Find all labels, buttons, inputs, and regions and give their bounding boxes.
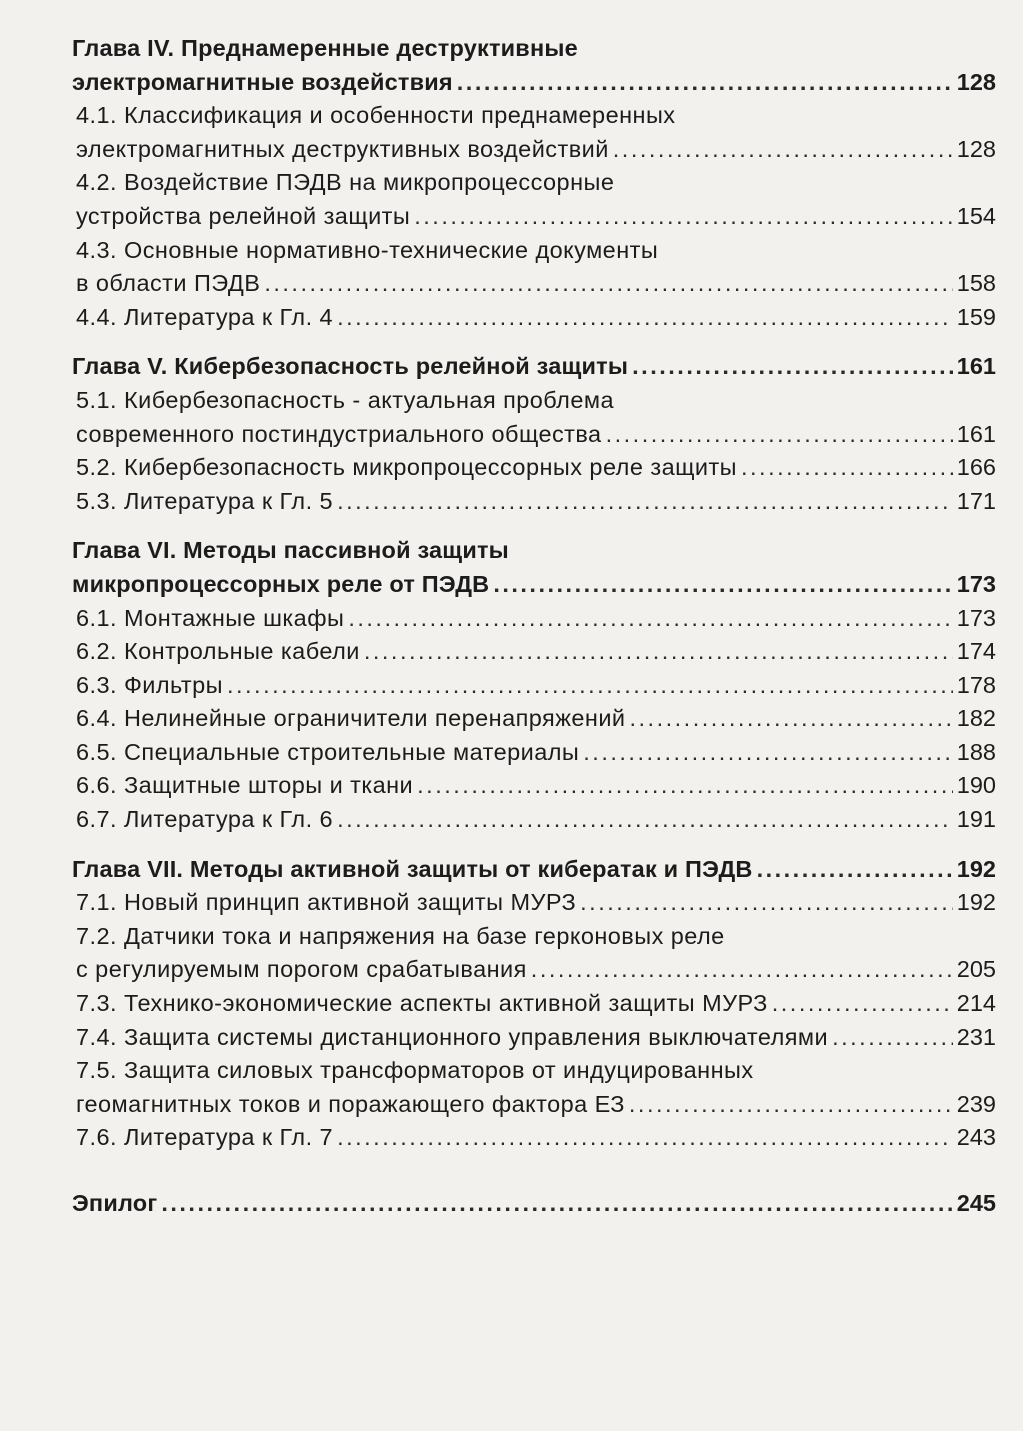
chapter-4-heading [72, 32, 996, 66]
entry-page: 239 [956, 1090, 996, 1117]
dot-leader [613, 133, 953, 167]
chapter-4-title-line1: Глава IV. Преднамеренные деструктивные [72, 35, 578, 61]
entry-page: 154 [956, 202, 996, 229]
entry-page: 190 [956, 772, 996, 799]
entry-title: 5.2. Кибербезопасность микропроцессорных реле защиты [76, 454, 737, 481]
dot-leader [337, 485, 953, 519]
toc-entry-6-4 [72, 702, 996, 736]
entry-title-cont: современного постиндустриального общества [76, 420, 602, 447]
entry-page: 191 [956, 806, 996, 833]
entry-title: 4.1. Классификация и особенности преднамеренных [76, 102, 676, 129]
dot-leader [417, 769, 953, 803]
entry-title: 7.4. Защита системы дистанционного управления выключателями [76, 1023, 829, 1050]
chapter-6-page: 173 [956, 570, 996, 597]
toc-entry-7-5-cont [72, 1088, 996, 1122]
dot-leader [832, 1021, 953, 1055]
entry-title-cont: в области ПЭДВ [76, 270, 261, 297]
dot-leader [493, 568, 952, 602]
entry-page: 171 [956, 487, 996, 514]
toc-entry-6-3 [72, 669, 996, 703]
entry-page: 182 [956, 705, 996, 732]
entry-page: 178 [956, 671, 996, 698]
toc-entry-6-5 [72, 736, 996, 770]
entry-title: 7.6. Литература к Гл. 7 [76, 1124, 334, 1151]
dot-leader [337, 803, 953, 837]
toc-entry-6-2 [72, 635, 996, 669]
chapter-5-heading [72, 350, 996, 384]
chapter-6-heading [72, 534, 996, 568]
dot-leader [161, 1187, 952, 1221]
entry-page: 188 [956, 738, 996, 765]
toc-entry-4-2 [72, 166, 996, 200]
entry-title: 6.4. Нелинейные ограничители перенапряжений [76, 705, 626, 732]
entry-title: 6.1. Монтажные шкафы [76, 604, 345, 631]
toc-entry-5-2 [72, 451, 996, 485]
entry-title: 7.1. Новый принцип активной защиты МУРЗ [76, 889, 577, 916]
toc-entry-7-6 [72, 1121, 996, 1155]
dot-leader [606, 418, 953, 452]
entry-page: 158 [956, 270, 996, 297]
entry-title: 6.3. Фильтры [76, 671, 223, 698]
dot-leader [741, 451, 953, 485]
dot-leader [580, 886, 953, 920]
entry-title-cont: с регулируемым порогом срабатывания [76, 956, 527, 983]
entry-page: 128 [956, 135, 996, 162]
toc-entry-7-2 [72, 920, 996, 954]
dot-leader [632, 350, 953, 384]
dot-leader [337, 1121, 953, 1155]
chapter-5-page: 161 [956, 353, 996, 380]
entry-title: 7.2. Датчики тока и напряжения на базе герконовых реле [76, 922, 725, 949]
entry-title: 7.5. Защита силовых трансформаторов от индуцированных [76, 1057, 754, 1084]
entry-page: 161 [956, 420, 996, 447]
chapter-7-page: 192 [956, 855, 996, 882]
dot-leader [264, 267, 952, 301]
dot-leader [629, 1088, 953, 1122]
entry-page: 243 [956, 1124, 996, 1151]
spacer [72, 334, 996, 350]
toc-entry-7-2-cont [72, 953, 996, 987]
entry-page: 159 [956, 303, 996, 330]
entry-title: 4.3. Основные нормативно-технические документы [76, 236, 659, 263]
toc-entry-4-1 [72, 99, 996, 133]
entry-page: 192 [956, 889, 996, 916]
chapter-6-title-line2: микропроцессорных реле от ПЭДВ [72, 570, 490, 597]
chapter-7-heading [72, 853, 996, 887]
epilogue-page: 245 [956, 1190, 996, 1216]
entry-page: 166 [956, 454, 996, 481]
toc-entry-5-1-cont [72, 418, 996, 452]
dot-leader [364, 635, 953, 669]
dot-leader [531, 953, 953, 987]
chapter-6-heading-cont [72, 568, 996, 602]
dot-leader [583, 736, 953, 770]
spacer [72, 518, 996, 534]
toc-entry-5-3 [72, 485, 996, 519]
entry-title-cont: электромагнитных деструктивных воздействий [76, 135, 609, 162]
chapter-4-title-line2: электромагнитные воздействия [72, 68, 453, 95]
dot-leader [414, 200, 953, 234]
toc-entry-4-3 [72, 234, 996, 268]
entry-title: 6.6. Защитные шторы и ткани [76, 772, 414, 799]
epilogue-heading [72, 1187, 996, 1221]
table-of-contents [72, 32, 996, 1221]
entry-page: 174 [956, 638, 996, 665]
epilogue-title: Эпилог [72, 1190, 158, 1216]
toc-entry-7-4 [72, 1021, 996, 1055]
entry-title-cont: геомагнитных токов и поражающего фактора ЕЗ [76, 1090, 625, 1117]
toc-entry-5-1 [72, 384, 996, 418]
dot-leader [757, 853, 953, 887]
dot-leader [457, 66, 953, 100]
spacer [72, 1171, 996, 1187]
chapter-7-title: Глава VII. Методы активной защиты от кибератак и ПЭДВ [72, 855, 753, 882]
toc-entry-7-5 [72, 1054, 996, 1088]
chapter-6-title-line1: Глава VI. Методы пассивной защиты [72, 537, 509, 564]
entry-title: 7.3. Технико-экономические аспекты активной защиты МУРЗ [76, 990, 768, 1017]
entry-title: 5.1. Кибербезопасность - актуальная проблема [76, 386, 614, 413]
toc-entry-7-3 [72, 987, 996, 1021]
toc-entry-7-1 [72, 886, 996, 920]
toc-entry-4-1-cont [72, 133, 996, 167]
toc-entry-6-1 [72, 602, 996, 636]
toc-entry-6-7 [72, 803, 996, 837]
toc-entry-4-2-cont [72, 200, 996, 234]
dot-leader [630, 702, 953, 736]
toc-entry-4-3-cont [72, 267, 996, 301]
spacer [72, 1155, 996, 1171]
chapter-4-page: 128 [956, 68, 996, 95]
toc-entry-6-6 [72, 769, 996, 803]
dot-leader [772, 987, 953, 1021]
entry-title: 6.5. Специальные строительные материалы [76, 738, 580, 765]
entry-title: 6.2. Контрольные кабели [76, 638, 360, 665]
entry-title: 5.3. Литература к Гл. 5 [76, 487, 334, 514]
entry-title-cont: устройства релейной защиты [76, 202, 411, 229]
spacer [72, 837, 996, 853]
dot-leader [348, 602, 952, 636]
entry-page: 173 [956, 604, 996, 631]
entry-title: 4.2. Воздействие ПЭДВ на микропроцессорные [76, 169, 615, 196]
entry-title: 4.4. Литература к Гл. 4 [76, 303, 334, 330]
entry-title: 6.7. Литература к Гл. 6 [76, 806, 334, 833]
entry-page: 205 [956, 956, 996, 983]
chapter-4-heading-cont [72, 66, 996, 100]
entry-page: 214 [956, 990, 996, 1017]
dot-leader [227, 669, 953, 703]
chapter-5-title: Глава V. Кибербезопасность релейной защиты [72, 353, 629, 380]
toc-entry-4-4 [72, 301, 996, 335]
dot-leader [337, 301, 953, 335]
entry-page: 231 [956, 1023, 996, 1050]
